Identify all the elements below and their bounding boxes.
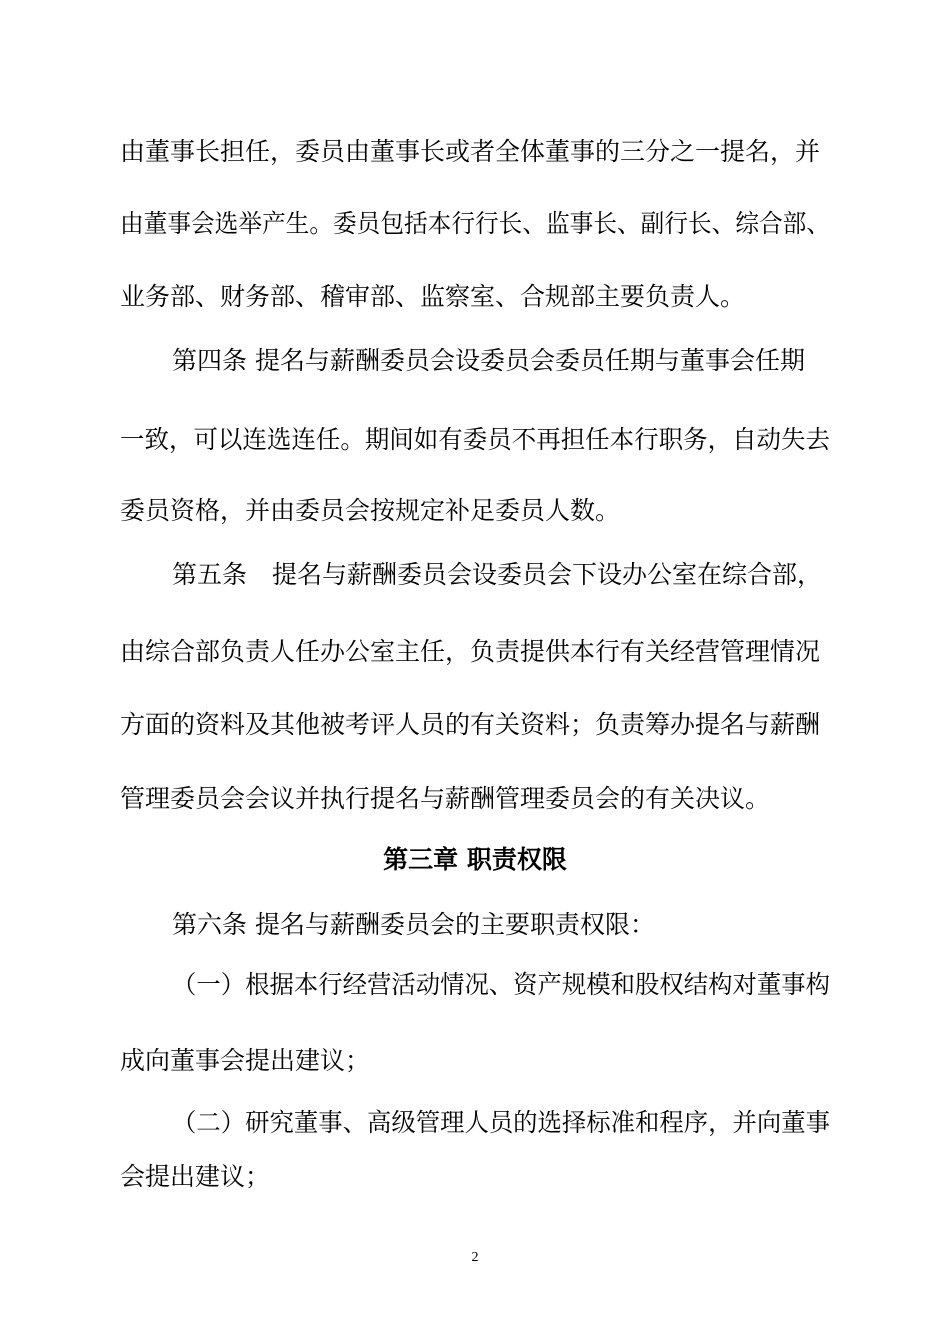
body-text-line: 会提出建议； [120, 1162, 271, 1191]
page-number: 2 [471, 1250, 479, 1265]
list-item-2-line: （二）研究董事、高级管理人员的选择标准和程序，并向董事 [172, 1108, 831, 1137]
article-6-line: 第六条 提名与薪酬委员会的主要职责权限： [172, 910, 655, 939]
body-text-line: 方面的资料及其他被考评人员的有关资料；负责筹办提名与薪酬 [120, 710, 821, 739]
chapter-heading: 第三章 职责权限 [383, 845, 567, 874]
body-text-line: 由综合部负责人任办公室主任，负责提供本行有关经营管理情况 [120, 637, 821, 666]
body-text-line: 管理委员会会议并执行提名与薪酬管理委员会的有关决议。 [120, 784, 771, 813]
body-text-line: 一致，可以连选连任。期间如有委员不再担任本行职务，自动失去 [120, 425, 831, 454]
body-text-line: 由董事长担任，委员由董事长或者全体董事的三分之一提名，并 [120, 137, 821, 166]
body-text-line: 成向董事会提出建议； [120, 1046, 371, 1075]
article-5-line: 第五条 提名与薪酬委员会设委员会下设办公室在综合部， [172, 560, 823, 589]
list-item-1-line: （一）根据本行经营活动情况、资产规模和股权结构对董事构 [172, 970, 831, 999]
body-text-line: 业务部、财务部、稽审部、监察室、合规部主要负责人。 [120, 282, 746, 311]
article-4-line: 第四条 提名与薪酬委员会设委员会委员任期与董事会任期 [172, 346, 805, 375]
body-text-line: 由董事会选举产生。委员包括本行行长、监事长、副行长、综合部、 [120, 209, 831, 238]
body-text-line: 委员资格，并由委员会按规定补足委员人数。 [120, 496, 621, 525]
